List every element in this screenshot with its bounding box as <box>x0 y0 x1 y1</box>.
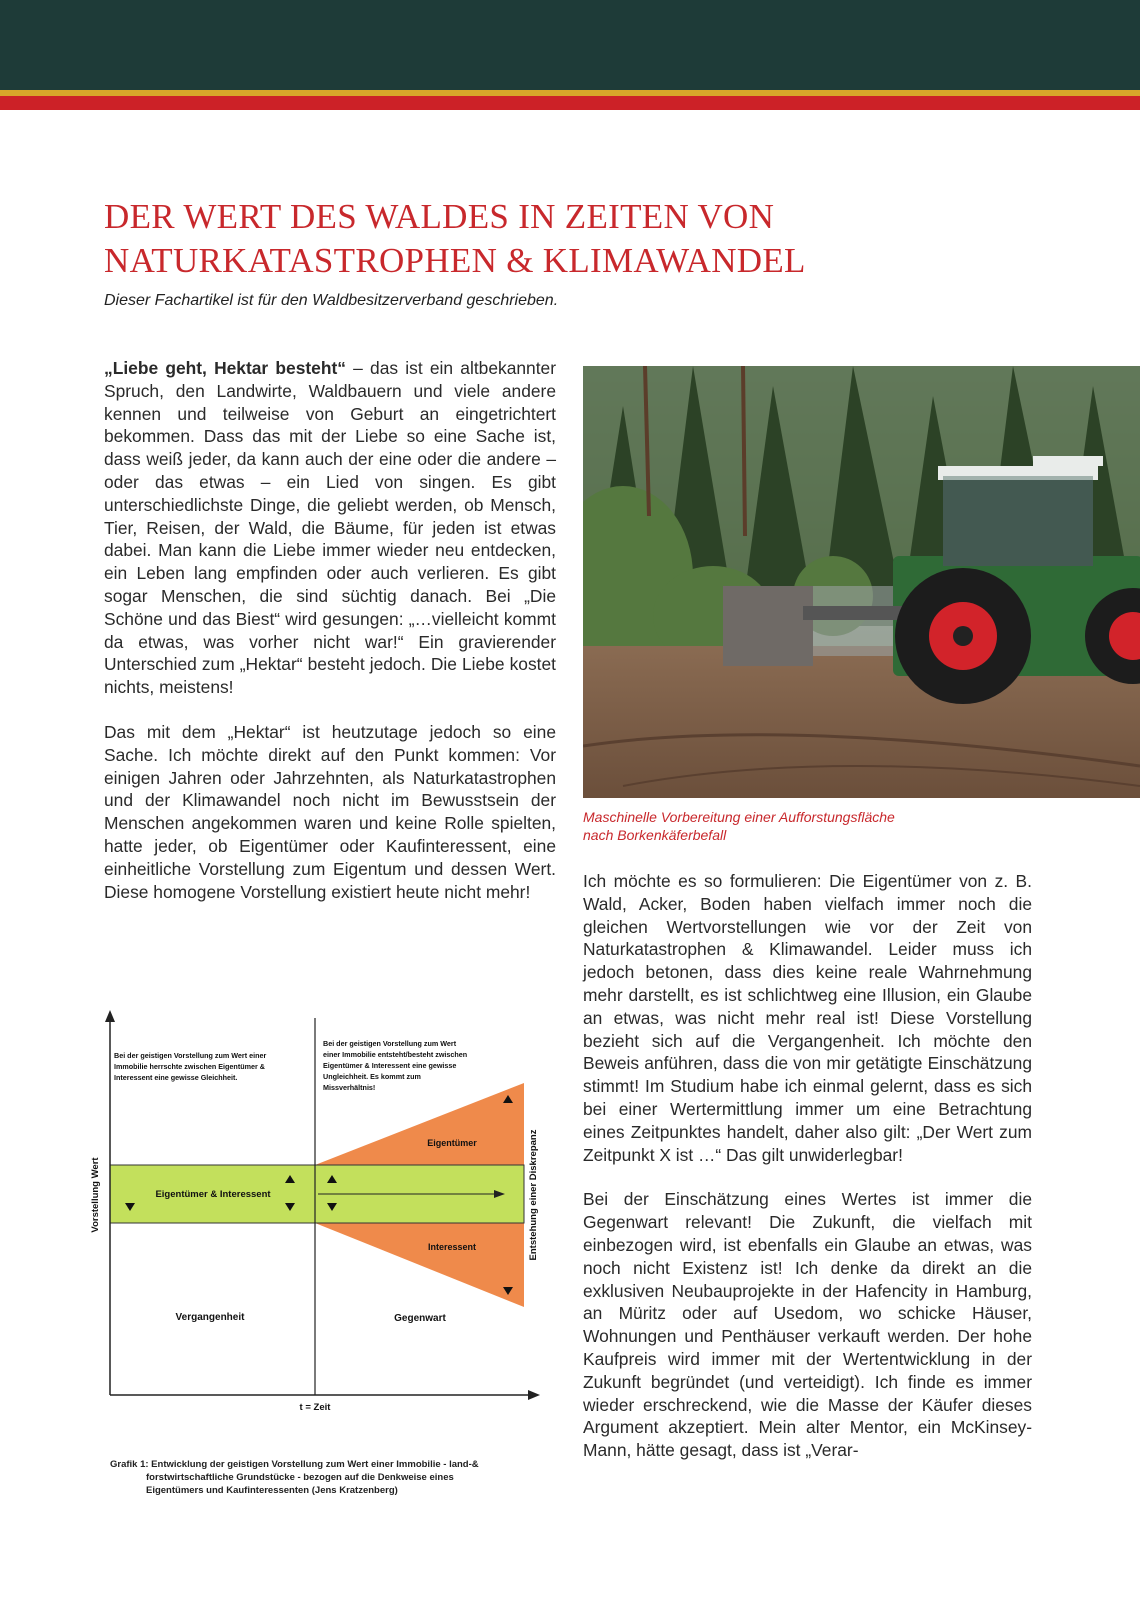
chart-caption-line: Eigentümers und Kaufinteressenten (Jens Kratzenberg) <box>146 1485 398 1496</box>
note-left-line: Bei der geistigen Vorstellung zum Wert einer <box>114 1051 267 1060</box>
paragraph <box>583 870 1032 1166</box>
chart-caption <box>110 1458 550 1497</box>
paragraph: Das mit dem „Hektar“ ist heutzutage jedoch so eine Sache. Ich möchte direkt auf den Punkt kommen: Vor einigen Jahren oder Jahrzehnten, als Naturkatastrophen und der Klimawandel noch nicht im Bewusstsein der Menschen angekommen waren und keine Rolle spielten, hatte jeder, ob Eigentümer oder Kaufinteressent, eine einheitliche Vorstellung zum Eigentum und dessen Wert. Diese homogene Vorstellung existiert heute nicht mehr! <box>104 721 556 902</box>
x-axis-arrow <box>528 1390 540 1400</box>
header-band <box>0 0 1140 90</box>
x-axis-label: t = Zeit <box>299 1402 331 1413</box>
upper-area-label: Eigentümer <box>427 1138 477 1148</box>
header-red-stripe <box>0 96 1140 110</box>
tractor-photo <box>583 366 1140 798</box>
note-left <box>114 1051 267 1082</box>
band-label: Eigentümer & Interessent <box>155 1189 271 1200</box>
photo-caption <box>583 808 1003 844</box>
phase-left-label: Vergangenheit <box>175 1312 245 1323</box>
note-right-line: Ungleichheit. Es kommt zum <box>323 1072 421 1081</box>
note-left-line: Immobilie herrschte zwischen Eigentümer & <box>114 1062 265 1071</box>
note-right-line: einer Immobilie entsteht/besteht zwischen <box>323 1050 468 1059</box>
value-perception-diagram <box>90 1010 560 1440</box>
upper-discrepancy-area <box>315 1083 524 1165</box>
title-line-2: NATURKATASTROPHEN & KLIMAWANDEL <box>104 241 806 280</box>
article-subtitle: Dieser Fachartikel ist für den Waldbesitzerverband geschrieben. <box>104 292 559 309</box>
lower-discrepancy-area <box>315 1223 524 1307</box>
quote-lead: „Liebe geht, Hektar besteht“ <box>104 358 346 378</box>
caption-line-2: nach Borkenkäferbefall <box>583 827 727 843</box>
phase-right-label: Gegenwart <box>394 1313 446 1324</box>
paragraph-text-end: „Der Wert zum Zeitpunkt X ist …“ Das gilt unwiderlegbar! <box>583 1121 1032 1165</box>
note-right <box>323 1039 467 1092</box>
lower-area-label: Interessent <box>427 1242 477 1252</box>
left-column <box>104 357 556 903</box>
chart-caption-line: forstwirtschaftliche Grundstücke - bezogen auf die Denkweise eines <box>146 1472 454 1483</box>
chart-caption-line: Grafik 1: Entwicklung der geistigen Vorstellung zum Wert einer Immobilie - land-& <box>110 1459 479 1470</box>
paragraph: Bei der Einschätzung eines Wertes ist immer die Gegenwart relevant! Die Zukunft, die vielfach mit einbezogen wird, ist ebenfalls ein Glaube an etwas, was noch nicht Existenz ist! Ich denke da direkt an die exklusiven Neubauprojekte in der Hafencity in Hamburg, an Müritz oder auf Usedom, wo schicke Häuser, Wohnungen und Penthäuser verkauft werden. Der hohe Kaufpreis wird immer mit der Wertentwicklung in der Zukunft begründet (und verteidigt). Ich finde es immer wieder erschreckend, wie die Masse der Käufer dieses Argument akzeptiert. Mein alter Mentor, ein McKinsey-Mann, hätte gesagt, dass ist „Verar- <box>583 1189 1032 1461</box>
y-axis-label: Vorstellung Wert <box>90 1157 101 1233</box>
note-left-line: Interessent eine gewisse Gleichheit. <box>114 1073 238 1082</box>
paragraph-text: Ich möchte es so formulieren: Die Eigentümer von z. B. Wald, Acker, Boden haben vielfach immer noch die gleichen Wertvorstellungen wie vor der Zeit von Naturkatastrophen & Klimawandel. Leider muss ich jedoch betonen, dass dies keine reale Wahrnehmung mehr darstellt, es ist schlichtweg eine Illusion, ein Glaube an etwas, was nicht mehr real ist! Diese Vorstellung bezieht sich auf die Vergangenheit. Ich möchte den Beweis anführen, dass die von mir getätigte Einschätzung stimmt! Im Studium habe ich einmal gelernt, dass es sich bei einer Wertermittlung immer um eine Betrachtung eines Zeitpunktes handelt, daher also gilt: <box>583 871 1032 1142</box>
article-title <box>104 195 864 283</box>
paragraph <box>104 357 556 699</box>
note-right-line: Missverhältnis! <box>323 1083 376 1092</box>
y-axis-arrow <box>105 1010 115 1022</box>
caption-line-1: Maschinelle Vorbereitung einer Aufforstungsfläche <box>583 809 895 825</box>
title-line-1: DER WERT DES WALDES IN ZEITEN VON <box>104 197 775 236</box>
paragraph-text: – das ist ein altbekannter Spruch, den Landwirte, Waldbauern und viele andere kennen und teilweise von Geburt an eingetrichtert bekommen. Dass das mit der Liebe so eine Sache ist, dass weiß jeder, da kann auch der eine oder die andere – oder das etwas – ein Lied von singen. Es gibt unterschiedlichste Dinge, die geliebt werden, ob Mensch, Tier, Reisen, der Wald, die Bäume, für jeden ist etwas dabei. Man kann die Liebe immer wieder neu entdecken, ein Leben lang empfinden oder auch verlieren. Es gibt sogar Menschen, die sind süchtig danach. Bei „Die Schöne und das Biest“ wird gesungen: „…vielleicht kommt da etwas, was vorher nicht war!“ Ein gravierender Unterschied zum „Hektar“ besteht jedoch. Die Liebe kostet nichts, meistens! <box>104 358 557 698</box>
right-column <box>583 870 1032 1462</box>
right-side-label: Entstehung einer Diskrepanz <box>528 1129 539 1261</box>
note-right-line: Eigentümer & Interessent eine gewisse <box>323 1061 457 1070</box>
note-right-line: Bei der geistigen Vorstellung zum Wert <box>323 1039 457 1048</box>
